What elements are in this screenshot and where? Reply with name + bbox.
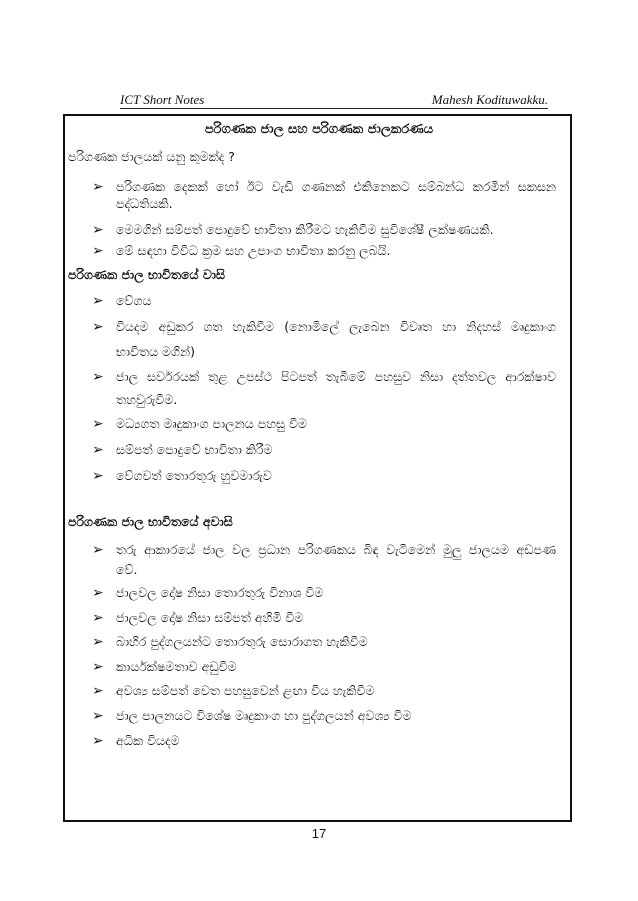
bullet-icon: ➢	[92, 542, 104, 558]
bullet-icon: ➢	[92, 243, 104, 259]
bullet-icon: ➢	[92, 708, 104, 724]
definition-item-3: මේ සඳහා විවිධ ක්‍රම සහ උපාංග භාවිතා කරනු ලබයි.	[116, 243, 391, 258]
definition-item-1-line2: පද්ධතියකි.	[116, 196, 173, 211]
document-title: පරිගණක ජාල සහ පරිගණක ජාලකරණය	[204, 122, 434, 137]
bullet-icon: ➢	[92, 416, 104, 432]
disadvantage-item-4: බාහිර පුද්ගලයන්ට තොරතුරු සොරාගත හැකිවීම	[116, 634, 368, 649]
bullet-icon: ➢	[92, 319, 104, 335]
bullet-icon: ➢	[92, 293, 104, 309]
disadvantage-item-5: කාර්යක්ෂමතාව අඩුවීම	[116, 659, 237, 674]
header-left: ICT Short Notes	[120, 92, 205, 107]
disadvantage-item-1-line2: වේ.	[116, 562, 138, 577]
bullet-icon: ➢	[92, 222, 104, 238]
disadvantage-item-6: අවශ්‍ය සම්පත් වෙත පහසුවෙන් ළඟා විය හැකිවීම	[116, 683, 375, 698]
advantage-item-2-line2: භාවිතය මගින්)	[116, 344, 196, 359]
advantage-item-4: මධ්‍යගත මෘදුකාංග පාලනය පහසු වීම	[116, 416, 307, 431]
bullet-icon: ➢	[92, 610, 104, 626]
page-header	[120, 86, 548, 109]
advantages-heading: පරිගණක ජාල භාවිතයේ වාසි	[68, 267, 225, 282]
advantage-item-6: වේගවත් තොරතුරු හුවමාරුව	[116, 468, 272, 483]
header-right: Mahesh Kodituwakku.	[431, 92, 548, 107]
disadvantage-item-1-line1: තරු ආකාරයේ ජාල වල ප්‍රධාන පරිගණකය බිඳ වැටීමෙන් මුලු ජාලයම අඩපණ	[116, 542, 556, 557]
advantage-item-5: සම්පත් පොදුවේ භාවිතා කිරීම	[116, 442, 273, 457]
advantage-item-2-line1: වියදම අඩුකර ගත හැකිවීම (නොමිලේ ලැබෙන විවෘත හා නිදහස් මෘදුකාංග	[116, 319, 556, 334]
advantage-item-1: වේගය	[116, 293, 152, 308]
definition-question: පරිගණක ජාලයක් යනු කුමක්ද ?	[68, 149, 235, 164]
disadvantage-item-8: අධික වියදම	[116, 733, 180, 748]
disadvantage-item-7: ජාල පාලනයට විශේෂ මෘදුකාංග හා පුද්ගලයන් අවශ්‍ය වීම	[116, 708, 412, 723]
disadvantages-heading: පරිගණක ජාල භාවිතයේ අවාසි	[68, 514, 233, 529]
bullet-icon: ➢	[92, 733, 104, 749]
advantage-item-3-line2: තහවුරුවීම.	[116, 392, 178, 407]
definition-item-1-line1: පරිගණක දෙකක් හෝ ඊට වැඩි ගණනක් එකිනෙකට සම්බන්ධ කරමින් සකසන	[116, 179, 556, 194]
bullet-icon: ➢	[92, 683, 104, 699]
bullet-icon: ➢	[92, 659, 104, 675]
bullet-icon: ➢	[92, 468, 104, 484]
definition-item-2: මෙමගින් සම්පත් පොදුවේ භාවිතා කිරීමට හැකිවීම සුවිශේෂී ලක්ෂණයකි.	[116, 222, 494, 237]
bullet-icon: ➢	[92, 369, 104, 385]
disadvantage-item-3: ජාලවල දෝෂ නිසා සම්පත් අහිමි වීම	[116, 610, 304, 625]
bullet-icon: ➢	[92, 585, 104, 601]
disadvantage-item-2: ජාලවල දෝෂ නිසා තොරතුරු විනාශ වීම	[116, 585, 324, 600]
bullet-icon: ➢	[92, 634, 104, 650]
bullet-icon: ➢	[92, 442, 104, 458]
page-number: 17	[311, 826, 327, 841]
advantage-item-3-line1: ජාල සර්වරයක් තුළ උපස්ථ පිටපත් තැබීමේ පහසුව නිසා දත්තවල ආරක්ෂාව	[116, 369, 556, 384]
bullet-icon: ➢	[92, 179, 104, 195]
